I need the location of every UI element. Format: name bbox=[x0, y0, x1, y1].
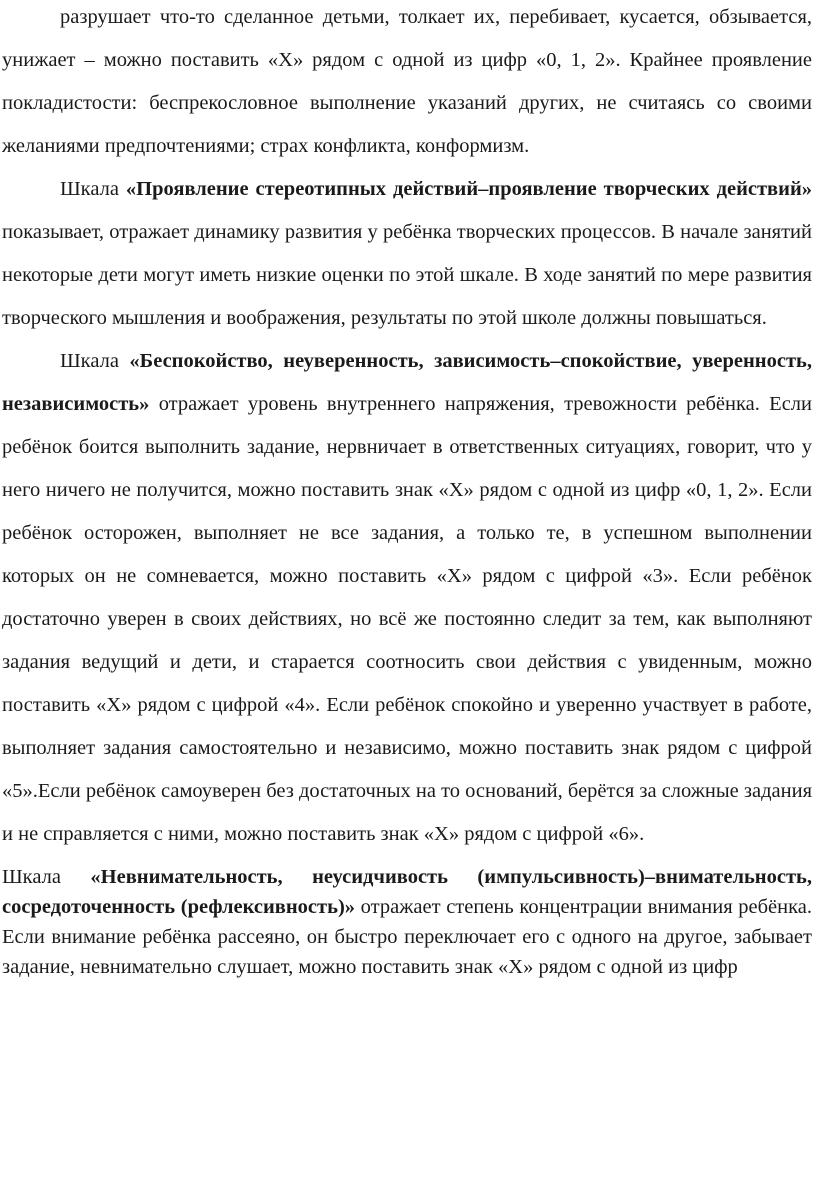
paragraph-4-lead: Шкала bbox=[2, 866, 91, 888]
paragraph-4 bbox=[2, 862, 812, 982]
paragraph-2-lead: Шкала bbox=[60, 178, 126, 200]
paragraph-4-scale-name: «Невнимательность, неусидчивость (импульсивность)–внимательность, сосредоточенность (рефлексивность)» bbox=[2, 866, 812, 918]
paragraph-1 bbox=[2, 0, 812, 168]
paragraph-3-scale-name: «Беспокойство, неуверенность, зависимость–спокойствие, уверенность, независимость» bbox=[2, 350, 813, 415]
paragraph-2 bbox=[2, 168, 812, 340]
paragraph-3 bbox=[2, 340, 812, 856]
document-page bbox=[2, 0, 812, 982]
paragraph-4-text: отражает степень концентрации внимания ребёнка. Если внимание ребёнка рассеяно, он быстро переключает его с одного на другое, забывает задание, невнимательно слушает, можно поставить знак «Х» рядом с одной из цифр bbox=[2, 896, 812, 978]
paragraph-3-text: отражает уровень внутреннего напряжения, тревожности ребёнка. Если ребёнок боится выполнить задание, нервничает в ответственных ситуациях, говорит, что у него ничего не получится, можно поставить знак «Х» рядом с одной из цифр «0, 1, 2». Если ребёнок осторожен, выполняет не все задания, а только те, в успешном выполнении которых он не сомневается, можно поставить «Х» рядом с цифрой «3». Если ребёнок достаточно уверен в своих действиях, но всё же постоянно следит за тем, как выполняют задания ведущий и дети, и старается соотносить свои действия с увиденным, можно поставить «Х» рядом с цифрой «4». Если ребёнок спокойно и уверенно участвует в работе, выполняет задания самостоятельно и независимо, можно поставить знак рядом с цифрой «5».Если ребёнок самоуверен без достаточных на то оснований, берётся за сложные задания и не справляется с ними, можно поставить знак «Х» рядом с цифрой «6». bbox=[2, 393, 812, 845]
paragraph-1-text: разрушает что-то сделанное детьми, толкает их, перебивает, кусается, обзывается, унижает – можно поставить «Х» рядом с одной из цифр «0, 1, 2». Крайнее проявление покладистости: беспрекословное выполнение указаний других, не считаясь со своими желаниями предпочтениями; страх конфликта, конформизм. bbox=[2, 6, 812, 157]
paragraph-2-scale-name: «Проявление стереотипных действий–проявление творческих действий» bbox=[125, 178, 813, 200]
paragraph-3-lead: Шкала bbox=[60, 350, 130, 372]
paragraph-2-text: показывает, отражает динамику развития у ребёнка творческих процессов. В начале занятий некоторые дети могут иметь низкие оценки по этой шкале. В ходе занятий по мере развития творческого мышления и воображения, результаты по этой школе должны повышаться. bbox=[2, 221, 812, 329]
